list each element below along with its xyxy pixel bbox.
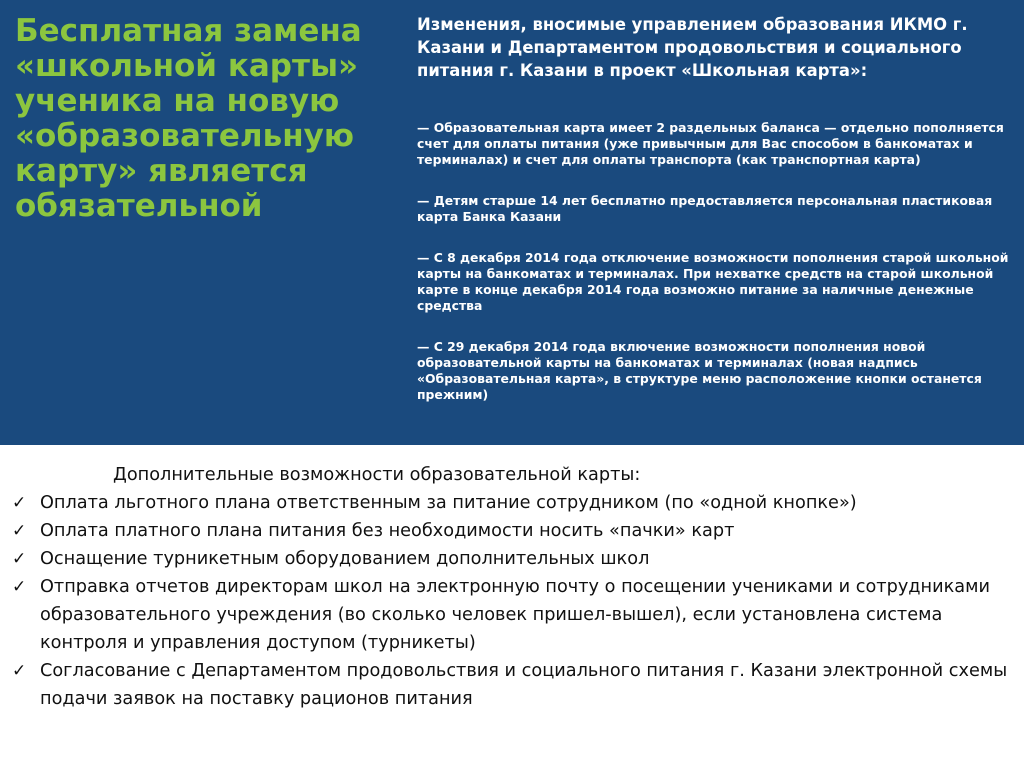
checkmark-icon: ✓ [12, 521, 27, 541]
feature-text: Оплата льготного плана ответственным за питание сотрудником (по «одной кнопке») [40, 493, 857, 513]
feature-item [12, 573, 1016, 657]
changes-item: — Детям старше 14 лет бесплатно предоставляется персональная пластиковая карта Банка Казани [417, 193, 993, 224]
changes-item: — С 29 декабря 2014 года включение возможности пополнения новой образовательной карты на банкоматах и терминалах (новая надпись «Образовательная карта», в структуре меню расположение кнопки останется прежним) [417, 339, 982, 402]
checkmark-icon: ✓ [12, 577, 27, 597]
checkmark-icon: ✓ [12, 549, 27, 569]
features-section [12, 461, 1016, 713]
feature-item [12, 545, 1016, 573]
checkmark-icon: ✓ [12, 661, 27, 681]
feature-item [12, 517, 1016, 545]
changes-block [417, 13, 1015, 403]
changes-title: Изменения, вносимые управлением образования ИКМО г. Казани и Департаментом продовольствия и социального питания г. Казани в проект «Школьная карта»: [417, 15, 968, 80]
feature-text: Оснащение турникетным оборудованием дополнительных школ [40, 549, 650, 569]
feature-text: Согласование с Департаментом продовольствия и социального питания г. Казани электронной схемы подачи заявок на поставку рационов питания [40, 661, 1008, 709]
changes-item: — Образовательная карта имеет 2 раздельных баланса — отдельно пополняется счет для оплаты питания (уже привычным для Вас способом в банкоматах и терминалах) и счет для оплаты транспорта (как транспортная карта) [417, 120, 1004, 167]
feature-item [12, 657, 1016, 713]
slide-headline: Бесплатная замена «школьной карты» ученика на новую «образовательную карту» является обязательной [15, 13, 362, 224]
changes-list [417, 120, 1015, 403]
features-list [12, 489, 1016, 713]
feature-item [12, 489, 1016, 517]
feature-text: Оплата платного плана питания без необходимости носить «пачки» карт [40, 521, 735, 541]
checkmark-icon: ✓ [12, 493, 27, 513]
changes-item: — С 8 декабря 2014 года отключение возможности пополнения старой школьной карты на банкоматах и терминалах. При нехватке средств на старой школьной карте в конце декабря 2014 года возможно питание за наличные денежные средства [417, 250, 1009, 313]
features-heading: Дополнительные возможности образовательной карты: [113, 465, 641, 485]
feature-text: Отправка отчетов директорам школ на электронную почту о посещении учениками и сотрудниками образовательного учреждения (во сколько человек пришел-вышел), если установлена система контроля и управления доступом (турникеты) [40, 577, 990, 653]
